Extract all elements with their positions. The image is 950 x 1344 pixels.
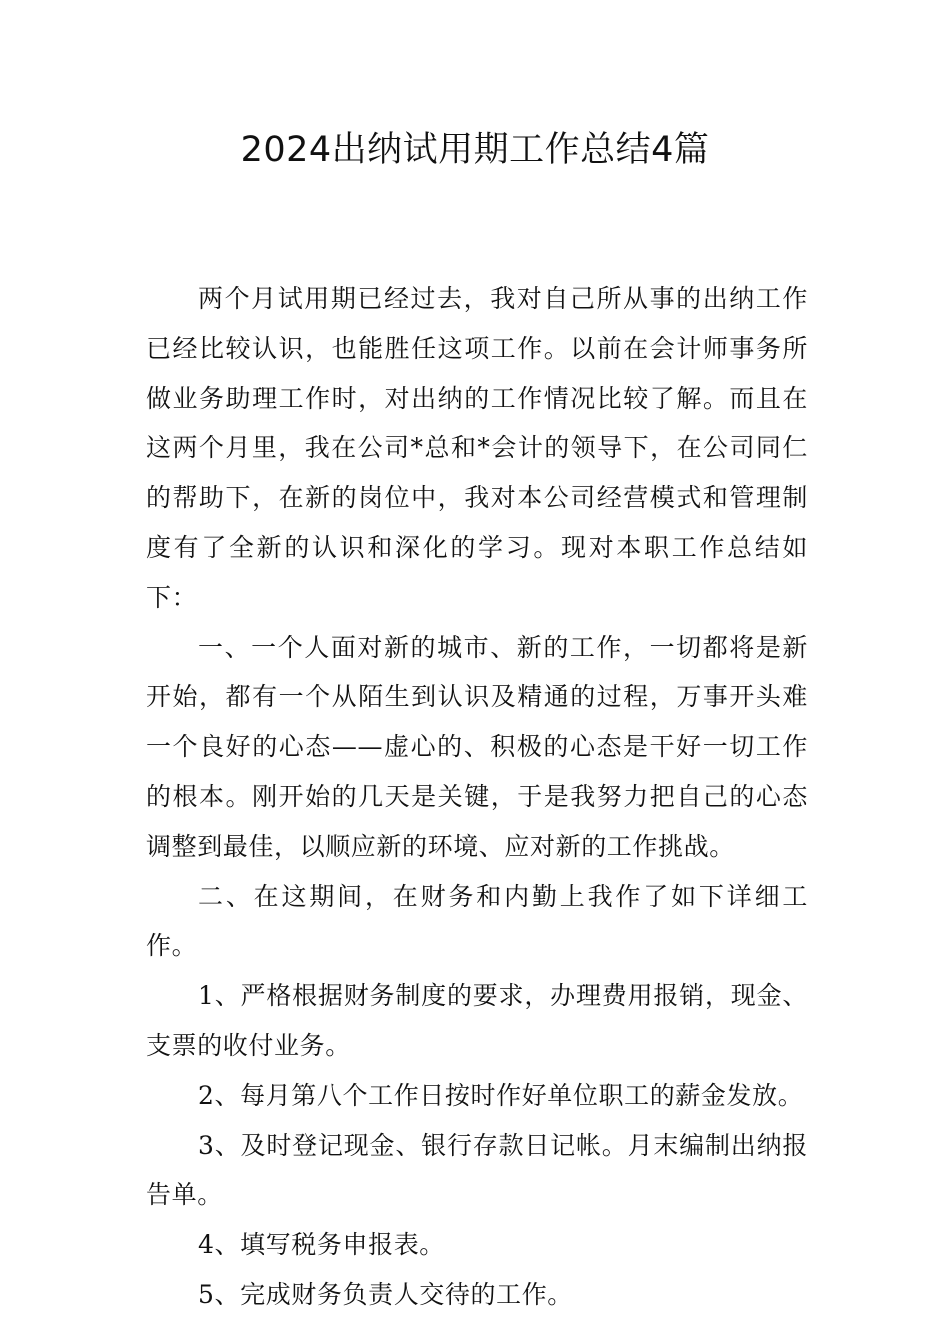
list-item-1: 1、严格根据财务制度的要求，办理费用报销，现金、支票的收付业务。: [146, 981, 808, 1060]
document-title: 2024出纳试用期工作总结4篇: [240, 130, 710, 170]
list-item-2: 2、每月第八个工作日按时作好单位职工的薪金发放。: [198, 1080, 804, 1110]
paragraph-intro: 两个月试用期已经过去，我对自己所从事的出纳工作已经比较认识，也能胜任这项工作。以前在会计师事务所做业务助理工作时，对出纳的工作情况比较了解。而且在这两个月里，我在公司*总和*会计的领导下，在公司同仁的帮助下，在新的岗位中，我对本公司经营模式和管理制度有了全新的认识和深化的学习。现对本职工作总结如下：: [146, 284, 808, 612]
paragraph-section-one: 一、一个人面对新的城市、新的工作，一切都将是新开始，都有一个从陌生到认识及精通的过程，万事开头难一个良好的心态——虚心的、积极的心态是干好一切工作的根本。刚开始的几天是关键，于是我努力把自己的心态调整到最佳，以顺应新的环境、应对新的工作挑战。: [146, 632, 808, 861]
paragraph-section-two: 二、在这期间，在财务和内勤上我作了如下详细工作。: [146, 881, 808, 961]
document-body: [146, 274, 808, 1320]
list-item-5: 5、完成财务负责人交待的工作。: [198, 1279, 573, 1309]
list-item-3: 3、及时登记现金、银行存款日记帐。月末编制出纳报告单。: [146, 1130, 808, 1210]
list-item-4: 4、填写税务申报表。: [198, 1230, 445, 1260]
